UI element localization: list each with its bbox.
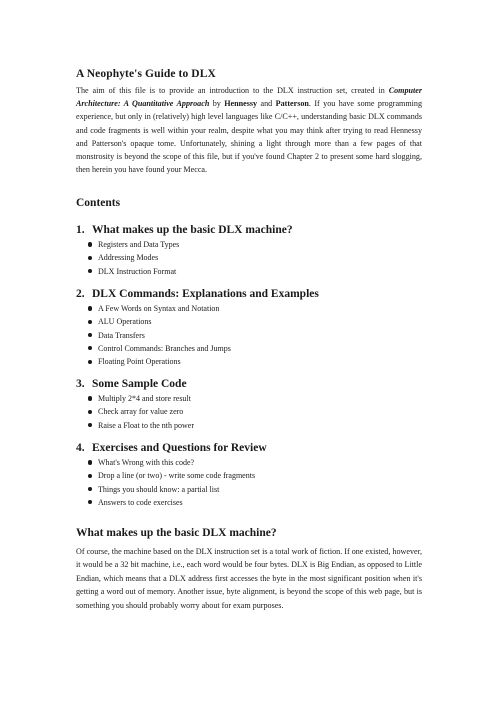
intro-by: by xyxy=(209,99,225,109)
list-item[interactable] xyxy=(88,419,422,432)
list-item-label: Floating Point Operations xyxy=(98,357,181,367)
section-number: 1. xyxy=(76,224,85,236)
body-section-heading: What makes up the basic DLX machine? xyxy=(76,527,277,539)
section-number: 2. xyxy=(76,288,85,300)
contents-section-1 xyxy=(76,222,422,278)
bullet-icon xyxy=(88,333,92,337)
intro-text-start: The aim of this file is to provide an introduction to the DLX instruction set, created in xyxy=(76,86,389,95)
bullet-list xyxy=(76,456,422,509)
bullet-icon xyxy=(88,410,92,414)
list-item-label: Control Commands: Branches and Jumps xyxy=(98,343,231,353)
section-heading[interactable] xyxy=(76,440,422,456)
bullet-list xyxy=(76,392,422,432)
section-title: What makes up the basic DLX machine? xyxy=(92,224,293,236)
list-item-label: Data Transfers xyxy=(98,330,145,340)
bullet-icon xyxy=(88,423,92,427)
bullet-icon xyxy=(88,474,92,478)
intro-and: and xyxy=(257,99,276,109)
list-item[interactable] xyxy=(88,355,422,368)
author-patterson: Patterson xyxy=(275,99,309,109)
bullet-icon xyxy=(88,396,92,400)
section-heading[interactable] xyxy=(76,222,422,238)
list-item[interactable] xyxy=(88,456,422,469)
list-item[interactable] xyxy=(88,392,422,405)
bullet-icon xyxy=(88,360,92,364)
list-item[interactable] xyxy=(88,469,422,482)
author-hennessy: Hennessy xyxy=(224,99,258,109)
list-item-label: Multiply 2*4 and store result xyxy=(98,394,191,403)
list-item[interactable] xyxy=(88,315,422,328)
section-heading[interactable] xyxy=(76,286,422,302)
list-item[interactable] xyxy=(88,483,422,496)
list-item-label: DLX Instruction Format xyxy=(98,266,177,276)
contents-section-2 xyxy=(76,286,422,368)
bullet-icon xyxy=(88,460,92,464)
list-item-label: A Few Words on Syntax and Notation xyxy=(98,304,220,313)
bullet-list xyxy=(76,238,422,278)
section-title: Exercises and Questions for Review xyxy=(92,442,267,454)
bullet-icon xyxy=(88,269,92,273)
document-title: A Neophyte's Guide to DLX xyxy=(76,68,216,80)
intro-paragraph xyxy=(76,84,422,176)
bullet-icon xyxy=(88,320,92,324)
list-item-label: Registers and Data Types xyxy=(98,240,180,249)
list-item[interactable] xyxy=(88,265,422,278)
section-heading[interactable] xyxy=(76,376,422,392)
bullet-list xyxy=(76,302,422,368)
list-item-label: ALU Operations xyxy=(98,317,152,327)
bullet-icon xyxy=(88,487,92,491)
list-item[interactable] xyxy=(88,496,422,509)
list-item-label: Raise a Float to the nth power xyxy=(98,420,194,430)
list-item[interactable] xyxy=(88,302,422,315)
list-item[interactable] xyxy=(88,405,422,418)
contents-heading: Contents xyxy=(76,197,121,209)
section-number: 4. xyxy=(76,442,85,454)
bullet-icon xyxy=(88,256,92,260)
contents-section-4 xyxy=(76,440,422,509)
contents-section-3 xyxy=(76,376,422,432)
list-item-label: Addressing Modes xyxy=(98,253,159,263)
list-item-label: Things you should know: a partial list xyxy=(98,484,220,494)
list-item-label: Check array for value zero xyxy=(98,407,184,417)
list-item[interactable] xyxy=(88,251,422,264)
list-item[interactable] xyxy=(88,342,422,355)
list-item-label: Drop a line (or two) - write some code fragments xyxy=(98,471,256,481)
section-title: Some Sample Code xyxy=(92,378,187,390)
list-item-label: Answers to code exercises xyxy=(98,497,183,507)
bullet-icon xyxy=(88,500,92,504)
section-number: 3. xyxy=(76,378,85,390)
intro-text-end: . If you have some programming experience, but only in (relatively) high level languages like C/C++, understanding basic DLX commands and code fragments is well within your realm, despite what you may think after trying to read Hennessy and Patterson's opaque tome. Unfortunately, shining a light through more than a few pages of that monstrosity is beyond the scope of this file, but if you've found Chapter 2 to present some hard slogging, then herein you have found your Mecca. xyxy=(76,99,422,175)
list-item[interactable] xyxy=(88,329,422,342)
book-title: Computer Architecture: A Quantitative Approach xyxy=(76,86,422,109)
section-title: DLX Commands: Explanations and Examples xyxy=(92,288,319,300)
bullet-icon xyxy=(88,346,92,350)
bullet-icon xyxy=(88,242,92,246)
list-item[interactable] xyxy=(88,238,422,251)
bullet-icon xyxy=(88,306,92,310)
body-paragraph: Of course, the machine based on the DLX instruction set is a total work of fiction. If one existed, however, it would be a 32 bit machine, i.e., each word would be four bytes. DLX is Big Endian, as opposed to Little Endian, which means that a DLX address first accesses the byte in the most significant position when it's getting a word out of memory. Another issue, byte alignment, is beyond the scope of this web page, but is something you should probably worry about for exam purposes. xyxy=(76,547,422,610)
list-item-label: What's Wrong with this code? xyxy=(98,458,195,467)
